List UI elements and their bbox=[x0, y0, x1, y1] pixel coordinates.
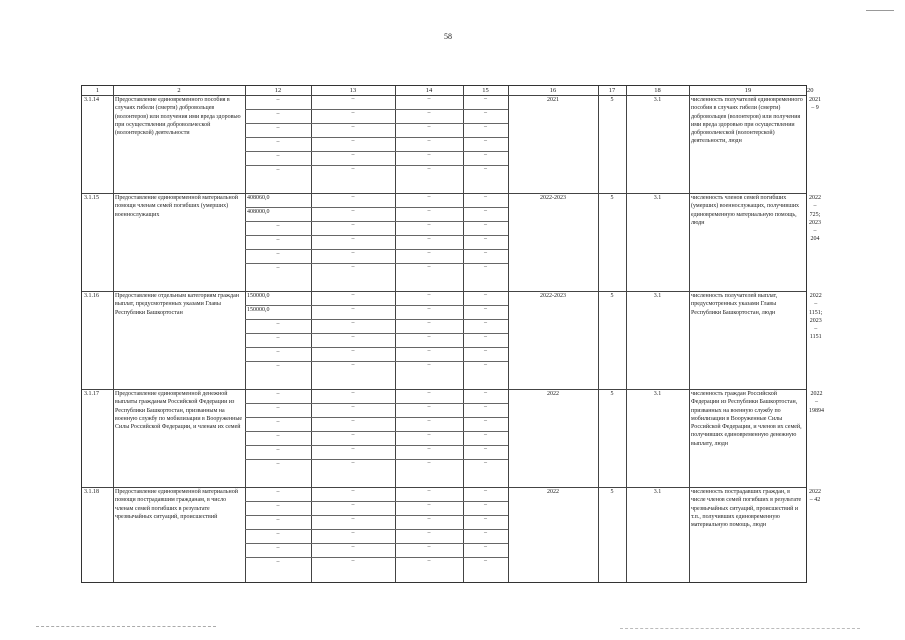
col-12-value: – bbox=[276, 419, 280, 425]
col-17-value: 5 bbox=[610, 195, 614, 201]
empty-value-dash: – bbox=[427, 124, 431, 130]
empty-value-dash: – bbox=[484, 110, 487, 116]
col-12-value: – bbox=[276, 489, 280, 495]
empty-value-dash: – bbox=[427, 138, 431, 144]
empty-value-dash: – bbox=[484, 544, 487, 550]
indicator-description: численность граждан Российской Федерации из Республики Башкортостан, призванных на военную службу по мобилизации в Вооруженные Силы Российской Федерации, и членов их семей, получивших единовременную денежную выплату, людн bbox=[691, 391, 802, 447]
empty-value-dash: – bbox=[484, 502, 487, 508]
empty-value-dash: – bbox=[351, 208, 355, 214]
col-12-value: – bbox=[276, 237, 280, 243]
empty-value-dash: – bbox=[351, 558, 355, 564]
col-12-value: – bbox=[276, 125, 280, 131]
row-code: 3.1.14 bbox=[84, 97, 99, 103]
column-header: 15 bbox=[482, 87, 489, 94]
column-divider bbox=[508, 86, 509, 582]
col-12-value: – bbox=[276, 335, 280, 341]
column-divider bbox=[395, 86, 396, 582]
empty-value-dash: – bbox=[484, 306, 487, 312]
measure-name: Предоставление отдельным категориям граждан выплат, предусмотренных указами Главы Республики Башкортостан bbox=[115, 293, 239, 316]
empty-value-dash: – bbox=[351, 390, 355, 396]
column-header: 13 bbox=[349, 87, 357, 94]
column-header: 12 bbox=[274, 87, 282, 94]
column-header: 19 bbox=[744, 87, 752, 94]
empty-value-dash: – bbox=[427, 334, 431, 340]
empty-value-dash: – bbox=[427, 404, 431, 410]
col-12-value: – bbox=[276, 97, 280, 103]
empty-value-dash: – bbox=[427, 362, 431, 368]
target-value: 2022 – 42 bbox=[809, 489, 821, 504]
empty-value-dash: – bbox=[484, 460, 487, 466]
column-header: 18 bbox=[654, 87, 661, 94]
row-code: 3.1.17 bbox=[84, 391, 99, 397]
column-divider bbox=[598, 86, 599, 582]
empty-value-dash: – bbox=[351, 264, 355, 270]
column-divider bbox=[626, 86, 627, 582]
col-12-value: – bbox=[276, 433, 280, 439]
empty-value-dash: – bbox=[427, 544, 431, 550]
col-17-value: 5 bbox=[610, 97, 614, 103]
empty-value-dash: – bbox=[484, 292, 487, 298]
empty-value-dash: – bbox=[427, 292, 431, 298]
empty-value-dash: – bbox=[427, 530, 431, 536]
empty-value-dash: – bbox=[484, 152, 487, 158]
empty-value-dash: – bbox=[484, 250, 487, 256]
column-header: 1 bbox=[95, 87, 100, 94]
empty-value-dash: – bbox=[427, 152, 431, 158]
col-18-value: 3.1 bbox=[653, 293, 662, 299]
col-17-value: 5 bbox=[610, 391, 614, 397]
empty-value-dash: – bbox=[351, 292, 355, 298]
col-12-value: – bbox=[276, 251, 280, 257]
target-value: 2022 – 725; 2023 – 204 bbox=[809, 195, 821, 243]
col-12-value: 408060,0 bbox=[247, 195, 270, 201]
col-18-value: 3.1 bbox=[653, 489, 662, 495]
target-value: 2022 – 1151; 2023 – 1151 bbox=[809, 293, 823, 341]
empty-value-dash: – bbox=[427, 222, 431, 228]
col-12-value: – bbox=[276, 531, 280, 537]
row-code: 3.1.15 bbox=[84, 195, 99, 201]
column-divider bbox=[311, 86, 312, 582]
empty-value-dash: – bbox=[427, 208, 431, 214]
col-12-value: – bbox=[276, 405, 280, 411]
empty-value-dash: – bbox=[484, 558, 487, 564]
empty-value-dash: – bbox=[484, 320, 487, 326]
indicator-description: численность пострадавших граждан, в числе членов семей погибших в результате чрезвычайных ситуаций, происшествий и т.п., получивших единовременную материальную помощь, людн bbox=[691, 489, 802, 529]
empty-value-dash: – bbox=[351, 516, 355, 522]
measure-name: Предоставление единовременной денежной выплаты гражданам Российской Федерации из Республики Башкортостан, призванным на военную службу по мобилизации в Вооруженные Силы Российской Федерации, и членам их семей bbox=[115, 391, 243, 431]
data-table bbox=[81, 85, 824, 583]
column-divider bbox=[245, 86, 246, 582]
empty-value-dash: – bbox=[427, 194, 431, 200]
column-header: 2 bbox=[177, 87, 181, 94]
col-12-value: – bbox=[276, 223, 280, 229]
column-divider bbox=[113, 86, 114, 582]
col-17-value: 5 bbox=[610, 489, 614, 495]
empty-value-dash: – bbox=[351, 460, 355, 466]
col-12-value: – bbox=[276, 111, 280, 117]
target-value: 2021 – 9 bbox=[809, 97, 821, 112]
empty-value-dash: – bbox=[484, 96, 487, 102]
col-12-value: – bbox=[276, 559, 280, 565]
col-12-value: – bbox=[276, 167, 280, 173]
empty-value-dash: – bbox=[484, 348, 487, 354]
col-12-value: – bbox=[276, 349, 280, 355]
empty-value-dash: – bbox=[351, 432, 355, 438]
col-12-value: – bbox=[276, 363, 280, 369]
column-divider bbox=[689, 86, 690, 582]
empty-value-dash: – bbox=[351, 110, 355, 116]
empty-value-dash: – bbox=[427, 110, 431, 116]
column-header: 16 bbox=[549, 87, 557, 94]
measure-name: Предоставление единовременного пособия в случаях гибели (смерти) добровольцев (волонтеров) или получения ими вреда здоровью при осуществлении добровольческой (волонтерской) деятельности bbox=[115, 97, 241, 137]
empty-value-dash: – bbox=[427, 502, 431, 508]
empty-value-dash: – bbox=[484, 432, 487, 438]
empty-value-dash: – bbox=[351, 348, 355, 354]
empty-value-dash: – bbox=[351, 446, 355, 452]
row-code: 3.1.16 bbox=[84, 293, 99, 299]
empty-value-dash: – bbox=[351, 250, 355, 256]
col-12-value: – bbox=[276, 391, 280, 397]
scan-corner-mark bbox=[866, 10, 894, 11]
empty-value-dash: – bbox=[427, 96, 431, 102]
column-header: 17 bbox=[608, 87, 616, 94]
empty-value-dash: – bbox=[427, 166, 431, 172]
empty-value-dash: – bbox=[351, 194, 355, 200]
period: 2022 bbox=[547, 489, 559, 495]
empty-value-dash: – bbox=[484, 488, 487, 494]
empty-value-dash: – bbox=[351, 166, 355, 172]
scan-footer-rule-right bbox=[620, 628, 860, 629]
col-12-value: – bbox=[276, 517, 280, 523]
empty-value-dash: – bbox=[484, 194, 487, 200]
empty-value-dash: – bbox=[427, 432, 431, 438]
empty-value-dash: – bbox=[351, 138, 355, 144]
empty-value-dash: – bbox=[484, 208, 487, 214]
empty-value-dash: – bbox=[484, 334, 487, 340]
empty-value-dash: – bbox=[351, 124, 355, 130]
empty-value-dash: – bbox=[427, 390, 431, 396]
column-header: 20 bbox=[807, 87, 814, 94]
col-12-value: – bbox=[276, 545, 280, 551]
column-header: 14 bbox=[425, 87, 433, 94]
empty-value-dash: – bbox=[484, 530, 487, 536]
empty-value-dash: – bbox=[484, 390, 487, 396]
period: 2022-2023 bbox=[540, 293, 566, 299]
col-12-value: – bbox=[276, 265, 280, 271]
col-18-value: 3.1 bbox=[653, 97, 662, 103]
period: 2021 bbox=[547, 97, 559, 103]
empty-value-dash: – bbox=[484, 166, 487, 172]
scan-footer-rule-left bbox=[36, 626, 216, 627]
empty-value-dash: – bbox=[484, 124, 487, 130]
empty-value-dash: – bbox=[484, 404, 487, 410]
empty-value-dash: – bbox=[351, 236, 355, 242]
indicator-description: численность получателей единовременного пособия в случаях гибели (смерти) добровольцев (волонтеров) или получения ими вреда здоровью при осуществлении добровольческой (волонтерской) деятельности, людн bbox=[691, 97, 803, 145]
measure-name: Предоставление единовременной материальной помощи пострадавшим гражданам, в число членам семей погибших в результате чрезвычайных ситуаций, происшествий bbox=[115, 489, 238, 520]
col-12-value: – bbox=[276, 461, 280, 467]
empty-value-dash: – bbox=[351, 502, 355, 508]
empty-value-dash: – bbox=[351, 306, 355, 312]
empty-value-dash: – bbox=[484, 236, 487, 242]
empty-value-dash: – bbox=[351, 418, 355, 424]
empty-value-dash: – bbox=[484, 138, 487, 144]
empty-value-dash: – bbox=[427, 516, 431, 522]
indicator-description: численность членов семей погибших (умерших) военнослужащих, получивших единовременную материальную помощь, людн bbox=[691, 195, 800, 226]
empty-value-dash: – bbox=[351, 544, 355, 550]
col-12-value: – bbox=[276, 139, 280, 145]
measure-name: Предоставление единовременной материальной помощи членам семей погибших (умерших) военнослужащих bbox=[115, 195, 238, 218]
col-18-value: 3.1 bbox=[653, 195, 662, 201]
empty-value-dash: – bbox=[351, 530, 355, 536]
empty-value-dash: – bbox=[427, 488, 431, 494]
empty-value-dash: – bbox=[427, 418, 431, 424]
empty-value-dash: – bbox=[484, 516, 487, 522]
col-12-value: 150000,0 bbox=[247, 293, 270, 299]
period: 2022-2023 bbox=[540, 195, 566, 201]
period: 2022 bbox=[547, 391, 559, 397]
page-number: 58 bbox=[444, 32, 452, 41]
col-12-value: – bbox=[276, 503, 280, 509]
empty-value-dash: – bbox=[427, 306, 431, 312]
empty-value-dash: – bbox=[427, 236, 431, 242]
empty-value-dash: – bbox=[351, 320, 355, 326]
col-12-value: 408000,0 bbox=[247, 209, 270, 215]
col-17-value: 5 bbox=[610, 293, 614, 299]
empty-value-dash: – bbox=[427, 320, 431, 326]
empty-value-dash: – bbox=[351, 334, 355, 340]
col-18-value: 3.1 bbox=[653, 391, 662, 397]
empty-value-dash: – bbox=[351, 404, 355, 410]
empty-value-dash: – bbox=[427, 460, 431, 466]
target-value: 2022 – 19894 bbox=[809, 391, 824, 414]
empty-value-dash: – bbox=[427, 250, 431, 256]
indicator-description: численность получателей выплат, предусмотренных указами Главы Республики Башкортостан, людн bbox=[691, 293, 778, 316]
col-12-value: 150000,0 bbox=[247, 307, 270, 313]
empty-value-dash: – bbox=[427, 348, 431, 354]
col-12-value: – bbox=[276, 153, 280, 159]
empty-value-dash: – bbox=[484, 418, 487, 424]
empty-value-dash: – bbox=[351, 152, 355, 158]
empty-value-dash: – bbox=[351, 222, 355, 228]
empty-value-dash: – bbox=[351, 96, 355, 102]
col-12-value: – bbox=[276, 447, 280, 453]
empty-value-dash: – bbox=[484, 264, 487, 270]
col-12-value: – bbox=[276, 321, 280, 327]
empty-value-dash: – bbox=[427, 264, 431, 270]
empty-value-dash: – bbox=[351, 488, 355, 494]
empty-value-dash: – bbox=[484, 362, 487, 368]
row-code: 3.1.18 bbox=[84, 489, 99, 495]
empty-value-dash: – bbox=[484, 222, 487, 228]
empty-value-dash: – bbox=[351, 362, 355, 368]
column-divider bbox=[463, 86, 464, 582]
empty-value-dash: – bbox=[427, 558, 431, 564]
empty-value-dash: – bbox=[427, 446, 431, 452]
empty-value-dash: – bbox=[484, 446, 487, 452]
